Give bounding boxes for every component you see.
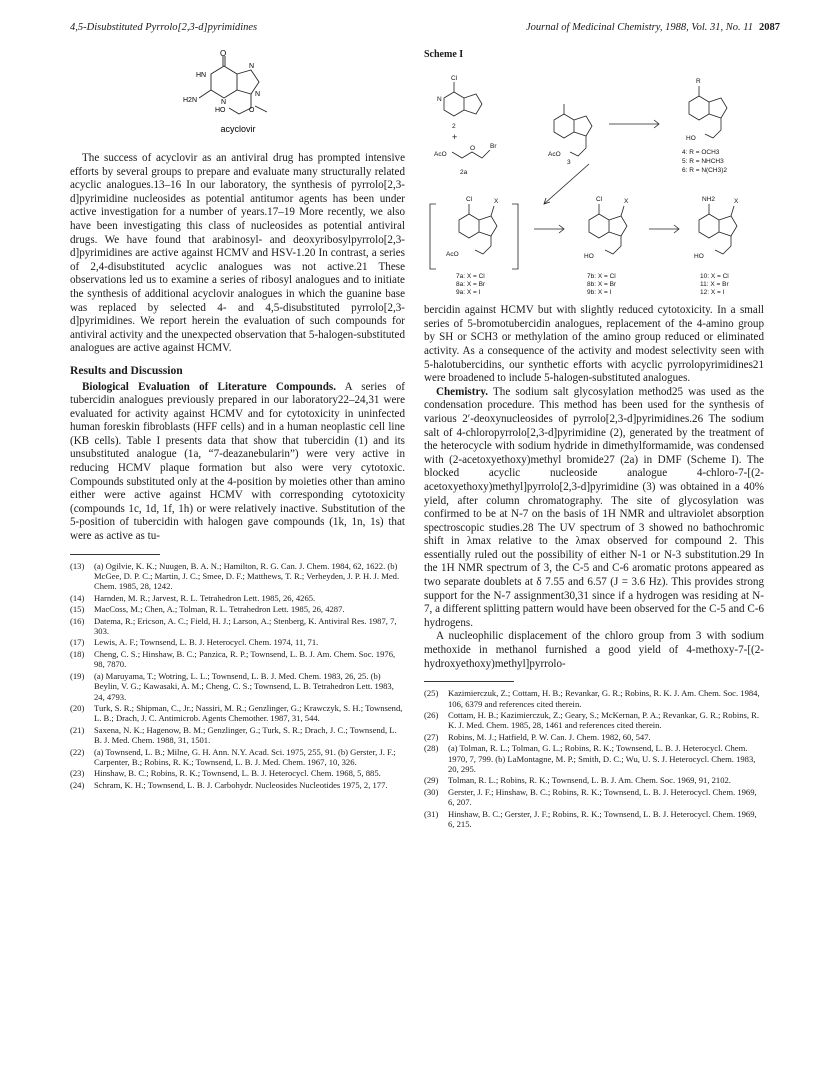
scheme-cpd-2: 2 (452, 122, 456, 130)
reference-item (70, 561, 405, 592)
scheme-n-label-2: N (437, 95, 442, 103)
scheme-cpd-2a: 2a (460, 168, 468, 176)
chemistry-heading: Chemistry. (436, 385, 489, 398)
scheme-x-7: X (494, 197, 499, 205)
reference-item (424, 710, 764, 731)
acyclovir-atom-n3: N (254, 91, 260, 98)
scheme-cl-7: Cl (466, 195, 473, 203)
reference-item (424, 743, 764, 774)
scheme-cpd-12: 12: X = I (700, 288, 725, 294)
scheme-plus: + (452, 131, 458, 142)
scheme-ho-7b: HO (584, 252, 594, 260)
scheme-nh2-10: NH2 (702, 195, 716, 203)
reference-number: (26) (424, 710, 439, 721)
reference-text: Schram, K. H.; Townsend, L. B. J. Carbohydr. Nucleosides Nucleotides 1975, 2, 177. (94, 779, 388, 790)
right-paragraph-continuation: bercidin against HCMV but with slightly reduced cytotoxicity. In a small series of 5-bromotubercidin analogues, replacement of the 4-amino group by SH or SCH3 or methylation of the amino group reduced or eliminated activity. As a consequence of the activity and modest selectivity seen with 5-halotubercidins, our synthetic efforts with acyclic pyrrolopyrimidines21 were broadened to include 5-halogen-substituted analogues. (424, 304, 764, 385)
intro-paragraph: The success of acyclovir as an antiviral drug has prompted intensive efforts by several groups to prepare and evaluate many structurally related acyclic analogues.13–16 In our laboratory, the synthesis of pyrrolo[2,3-d]pyrimidine nucleosides as potential antitumor agents has been under active investigation for a number of years.17–19 More recently, we also have been investigating this class of nucleosides as potential antiviral drugs. We have found that arabinosyl- and deoxyribosylpyrrolo[2,3-d]pyrimidines are active against HCMV and HSV-1.20 In contrast, a series of 2,4-disubstituted acyclic analogues was not active.21 These observations led us to examine a series of ribosyl analogues and to initiate the synthesis of additional acyclovir analogues in which the guanine base was replaced by selected 4- and 4,5-disubstituted pyrrolo[2,3-d]pyrimidines. We report herein the evaluation of such compounds for antiviral activity and the unexpected observation that 5-halogen-substituted analogues are active against HCMV. (70, 152, 405, 355)
scheme-title: Scheme I (424, 49, 464, 60)
scheme-x-7b: X (624, 197, 629, 205)
reference-number: (23) (70, 768, 85, 779)
reference-number: (27) (424, 731, 439, 742)
left-column (70, 48, 405, 791)
reference-text: Lewis, A. F.; Townsend, L. B. J. Heterocycl. Chem. 1974, 11, 71. (94, 637, 319, 648)
scheme-cpd-11: 11: X = Br (700, 280, 729, 288)
references-left (70, 561, 405, 791)
bio-paragraph (70, 381, 405, 544)
section-heading: Results and Discussion (70, 363, 183, 377)
reference-item (70, 671, 405, 702)
acyclovir-caption: acyclovir (219, 124, 256, 134)
reference-text: Turk, S. R.; Shipman, C., Jr.; Nassiri, M. R.; Genzlinger, G.; Krawczyk, S. H.; Townsend, L. B.; Drach, J. C. Antimicrob. Agents Chemother. 1987, 31, 544. (94, 702, 403, 724)
reference-text: Saxena, N. K.; Hagenow, B. M.; Genzlinger, G.; Turk, S. R.; Drach, J. C.; Townsend, L. B. J. Med. Chem. 1988, 31, 1501. (94, 724, 397, 746)
header-journal (526, 22, 780, 33)
footnote-rule-right (424, 681, 514, 682)
reference-text: Hinshaw, B. C.; Robins, R. K.; Townsend, L. B. J. Heterocycl. Chem. 1968, 5, 885. (94, 768, 381, 779)
scheme-r-label: R (696, 77, 701, 85)
reference-text: (a) Tolman, R. L.; Tolman, G. L.; Robins, R. K.; Townsend, L. B. J. Heterocycl. Chem. 1970, 7, 799. (b) LaMontagne, M. P.; Smith, D. C.; Wu, U. S. J. Heterocycl. Chem. 1983, 20, 295. (448, 743, 756, 775)
scheme-x-10: X (734, 197, 739, 205)
reference-number: (20) (70, 702, 85, 713)
acyclovir-atom-o: O (219, 49, 226, 58)
scheme-cpd-8a: 8a: X = Br (456, 280, 486, 288)
header-journal-name: Journal of Medicinal Chemistry, 1988, Vol. 31, No. 11 (525, 22, 753, 33)
references-right (424, 688, 764, 829)
reference-number: (13) (70, 560, 85, 571)
reference-text: Gerster, J. F.; Hinshaw, B. C.; Robins, R. K.; Townsend, L. B. J. Heterocycl. Chem. 1969, 6, 207. (448, 786, 757, 808)
reference-text: (a) Ogilvie, K. K.; Nuugen, B. A. N.; Hamilton, R. G. Can. J. Chem. 1984, 62, 1622. (b) McGee, D. P. C.; Martin, J. C.; Smee, D. F.; Matthews, T. R.; Verheyden, J. P. H. J. Med. Chem. 1985, 28, 1242. (94, 560, 400, 592)
scheme-cpd-5: 5: R = NHCH3 (682, 157, 724, 165)
scheme-cpd-9a: 9a: X = I (456, 288, 481, 294)
running-header (70, 22, 780, 40)
reference-text: Kazimierczuk, Z.; Cottam, H. B.; Revankar, G. R.; Robins, R. K. J. Am. Chem. Soc. 1984, 106, 6379 and references cited therein. (448, 688, 760, 709)
reference-item (424, 809, 764, 830)
scheme-cpd-10: 10: X = Cl (700, 272, 729, 280)
reference-item (70, 768, 405, 778)
scheme-cpd-3: 3 (567, 158, 571, 166)
reference-item (70, 780, 405, 790)
reference-number: (21) (70, 724, 85, 735)
reference-item (70, 604, 405, 614)
reference-item (424, 688, 764, 709)
page-number: 2087 (759, 22, 780, 33)
right-column (424, 48, 764, 831)
scheme-cpd-8b: 8b: X = Br (587, 280, 617, 288)
reference-text: Cheng, C. S.; Hinshaw, B. C.; Panzica, R. P.; Townsend, L. B. J. Am. Chem. Soc. 1976, 98, 7870. (94, 648, 396, 670)
acyclovir-atom-o2: O (248, 107, 254, 114)
chemistry-paragraph (424, 386, 764, 631)
scheme-ho-10: HO (694, 252, 704, 260)
reference-number: (24) (70, 779, 85, 790)
reference-number: (29) (424, 775, 439, 786)
reference-number: (31) (424, 808, 439, 819)
reference-item (70, 747, 405, 768)
reference-text: (a) Townsend, L. B.; Milne, G. H. Ann. N.Y. Acad. Sci. 1975, 255, 91. (b) Gerster, J. F.; Carpenter, B.; Robins, R. K.; Townsend, L. B. J. Med. Chem. 1967, 10, 326. (94, 746, 396, 767)
reference-item (70, 593, 405, 603)
reference-item (424, 775, 764, 785)
reference-number: (16) (70, 615, 85, 626)
acyclovir-atom-ho: HO (214, 107, 225, 114)
scheme-ho-4: HO (686, 134, 696, 142)
scheme-cl-7b: Cl (596, 195, 603, 203)
scheme-cpd-6: 6: R = N(CH3)2 (682, 166, 727, 174)
reference-text: Cottam, H. B.; Kazimierczuk, Z.; Geary, S.; McKernan, P. A.; Revankar, G. R.; Robins, R. K. J. Med. Chem. 1985, 28, 1461 and references cited therein. (448, 710, 760, 731)
scheme-diagram (424, 64, 764, 294)
reference-number: (17) (70, 637, 85, 648)
reference-item (70, 616, 405, 637)
reference-number: (15) (70, 604, 85, 615)
reference-item (70, 703, 405, 724)
bio-heading: Biological Evaluation of Literature Compounds. (82, 380, 336, 393)
scheme-cpd-4: 4: R = OCH3 (682, 148, 720, 156)
reference-text: Harnden, M. R.; Jarvest, R. L. Tetrahedron Lett. 1985, 26, 4265. (94, 592, 316, 603)
scheme-br-2a: Br (490, 142, 497, 150)
reference-text: Tolman, R. L.; Robins, R. K.; Townsend, L. B. J. Am. Chem. Soc. 1969, 91, 2102. (448, 775, 731, 786)
reference-number: (19) (70, 670, 85, 681)
scheme-aco-3: AcO (548, 150, 561, 158)
chemistry-text: The sodium salt glycosylation method25 was used as the condensation procedure. This method has been used for the synthesis of various 2′-deoxynucleosides of pyrrolo[2,3-d]pyrimidines.26 The sodium salt of 4-chloropyrrolo[2,3-d]pyrimidine (2), generated by the treatment of the heterocycle with sodium hydride in dimethylformamide, was condensed with (2-acetoxyethoxy)methyl bromide27 (2a) in DMF (Scheme I). The blocked acyclic nucleoside analogue 4-chloro-7-[(2-acetoxyethoxy)methyl]pyrrolo[2,3-d]pyrimidine (3) was obtained in a 40% yield, after column chromatography. The site of glycosylation was confirmed to be at N-7 on the basis of 1H NMR and ultraviolet absorption spectroscopic studies.28 The UV spectrum of 3 showed no bathochromic shift in λmax relative to the λmax observed for compound 2. This essentially ruled out the possibility of either N-1 or N-3 substitution.29 In the 1H NMR spectrum of 3, the C-5 and C-6 aromatic protons appeared as two separate doublets at δ 7.55 and 6.57 (J = 3.6 Hz). This provides strong support for the N-7 assignment30,31 since if a hydrogen was residing at N-7, a different splitting pattern would have been observed for the C-5 and C-6 hydrogens. (424, 385, 764, 629)
footnote-rule (70, 554, 160, 555)
reference-number: (22) (70, 746, 85, 757)
acyclovir-atom-n2: N (220, 99, 226, 106)
acyclovir-structure (163, 48, 313, 138)
scheme-cpd-9b: 9b: X = I (587, 288, 612, 294)
reference-item (424, 732, 764, 742)
reference-text: Robins, M. J.; Hatfield, P. W. Can. J. Chem. 1982, 60, 547. (448, 731, 651, 742)
reference-item (424, 787, 764, 808)
scheme-cpd-7b: 7b: X = Cl (587, 272, 616, 280)
reference-text: (a) Maruyama, T.; Wotring, L. L.; Townsend, L. B. J. Med. Chem. 1983, 26, 25. (b) Beylin, V. G.; Kawasaki, A. M.; Cheng, C. S.; Townsend, L. B. Tetrahedron Lett. 1983, 24, 4793. (94, 670, 394, 702)
scheme-o-2a: O (470, 144, 476, 152)
reference-number: (28) (424, 743, 439, 754)
reference-item (70, 637, 405, 647)
scheme-aco-2a: AcO (434, 150, 447, 158)
reference-number: (30) (424, 786, 439, 797)
reference-item (70, 649, 405, 670)
reference-number: (25) (424, 688, 439, 699)
header-title: 4,5-Disubstituted Pyrrolo[2,3-d]pyrimidines (70, 22, 258, 33)
displacement-paragraph: A nucleophilic displacement of the chloro group from 3 with sodium methoxide in methanol furnished a good yield of 4-methoxy-7-[(2-hydroxyethoxy)methyl]pyrrolo- (424, 630, 764, 670)
reference-text: MacCoss, M.; Chen, A.; Tolman, R. L. Tetrahedron Lett. 1985, 26, 4287. (94, 604, 345, 615)
scheme-cpd-7a: 7a: X = Cl (456, 272, 485, 280)
reference-item (70, 725, 405, 746)
bio-text: A series of tubercidin analogues previously prepared in our laboratory22–24,31 were evaluated for activity against HCMV and for cytotoxicity in uninfected human foreskin fibroblasts (HFF cells) and in a human neoplastic cell line (KB cells). Table I presents data that show that tubercidin (1) and its unsubstituted analogue (1a, “7-deazanebularin”) were very active in reducing HCMV plaque formation but also were very cytotoxic. Compounds substituted only at the 4-position by moieties other than amino either were active against HCMV with corresponding cytotoxicity (compounds 1c, 1d, 1f, 1h) or were relatively inactive. Substitution of the 5-position of tubercidin with halogen gave compounds (1k, 1n, 1s) that were as active as tu- (70, 380, 405, 543)
reference-text: Hinshaw, B. C.; Gerster, J. F.; Robins, R. K.; Townsend, L. B. J. Heterocycl. Chem. 1969, 6, 215. (448, 808, 757, 830)
acyclovir-atom-n1: N (248, 63, 254, 70)
acyclovir-atom-hn: HN (195, 72, 206, 79)
reference-text: Datema, R.; Ericson, A. C.; Field, H. J.; Larson, A.; Stenberg, K. Antiviral Res. 1987, 7, 303. (94, 615, 397, 637)
scheme-cl-label-2: Cl (451, 74, 458, 82)
scheme-aco-7: AcO (446, 250, 459, 258)
reference-number: (18) (70, 648, 85, 659)
reference-number: (14) (70, 592, 85, 603)
acyclovir-atom-h2n: H2N (182, 97, 197, 104)
